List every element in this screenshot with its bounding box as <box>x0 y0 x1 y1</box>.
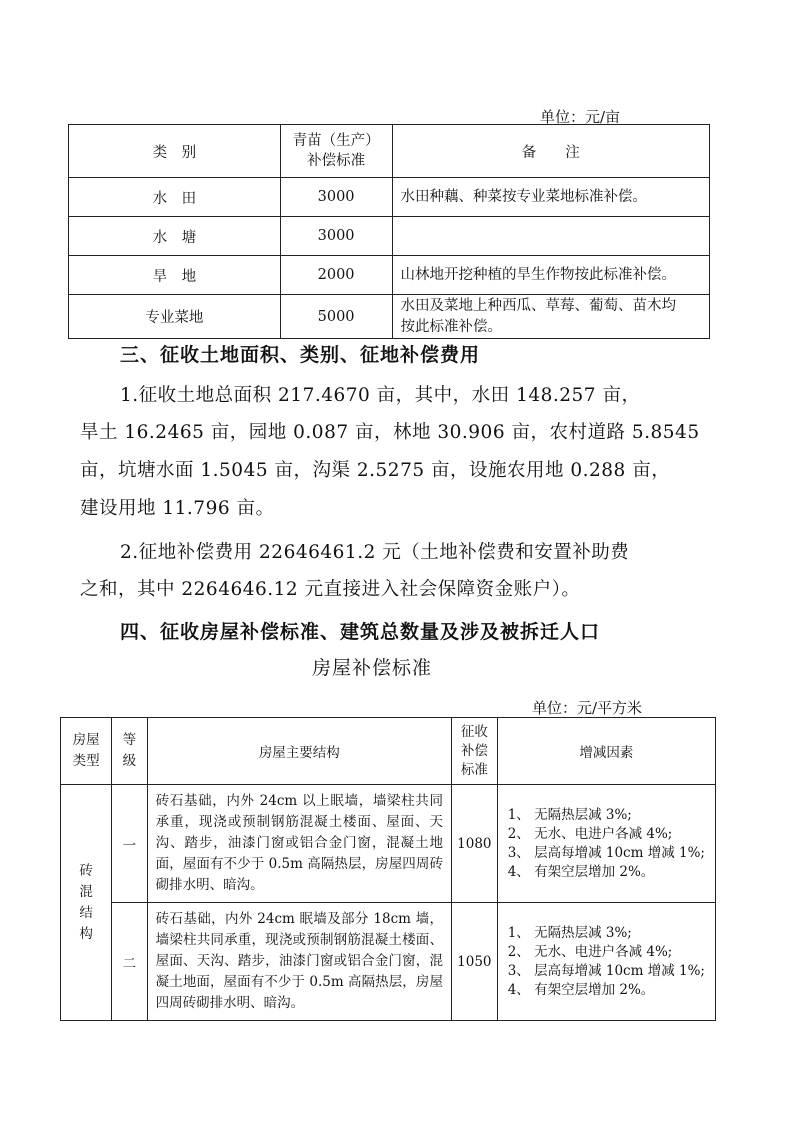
row-factors <box>497 903 715 1021</box>
table1-unit: 单位：元/亩 <box>540 108 621 126</box>
row-standard: 2000 <box>280 256 392 295</box>
section4-subtitle: 房屋补偿标准 <box>312 657 433 679</box>
header-house-type-line2: 类型 <box>72 753 100 769</box>
header-standard-line1: 征收 <box>460 723 488 740</box>
table2-unit: 单位：元/平方米 <box>532 699 643 717</box>
table-header-row <box>61 718 716 785</box>
row-grade: 二 <box>112 903 148 1021</box>
crop-compensation-table <box>68 124 710 339</box>
header-standard-line2: 补偿 <box>460 742 488 759</box>
house-type-char: 构 <box>79 925 93 942</box>
section3-p2-line2: 之和，其中 2264646.12 元直接进入社会保障资金账户）。 <box>80 579 581 600</box>
row-standard: 5000 <box>280 295 392 339</box>
table-row <box>61 785 716 903</box>
section3-p1-line2: 旱土 16.2465 亩，园地 0.087 亩，林地 30.906 亩，农村道路 5.8545 <box>80 422 700 443</box>
factor-item: 2、 无水、电进户各减 4%; <box>507 825 673 842</box>
row-remark: 水田种藕、种菜按专业菜地标准补偿。 <box>392 178 709 217</box>
house-type-cell <box>61 785 112 1021</box>
header-standard-line2: 补偿标准 <box>307 153 366 169</box>
table-row <box>69 217 710 256</box>
header-standard-line3: 标准 <box>460 761 488 778</box>
factor-item: 1、 无隔热层减 3%; <box>507 806 632 823</box>
house-type-char: 混 <box>79 883 93 900</box>
factor-item: 1、 无隔热层减 3%; <box>507 924 632 941</box>
row-category: 旱 地 <box>69 256 281 295</box>
row-grade: 一 <box>112 785 148 903</box>
header-category: 类 别 <box>69 125 281 178</box>
factor-item: 3、 层高每增减 10cm 增减 1%; <box>507 844 705 861</box>
row-factors <box>497 785 715 903</box>
table-header-row <box>69 125 710 178</box>
table-row <box>69 256 710 295</box>
section3-p1-line3: 亩，坑塘水面 1.5045 亩，沟渠 2.5275 亩，设施农用地 0.288 亩， <box>80 460 671 481</box>
section4-heading: 四、征收房屋补偿标准、建筑总数量及涉及被拆迁人口 <box>120 621 601 643</box>
factor-item: 4、 有架空层增加 2%。 <box>507 981 655 998</box>
house-compensation-table <box>60 717 716 1021</box>
row-standard: 3000 <box>280 217 392 256</box>
section3-heading: 三、征收土地面积、类别、征地补偿费用 <box>120 344 481 366</box>
factor-item: 4、 有架空层增加 2%。 <box>507 863 655 880</box>
house-type-char: 砖 <box>79 862 93 879</box>
section3-p1-line1: 1.征收土地总面积 217.4670 亩，其中，水田 148.257 亩， <box>120 385 641 406</box>
factor-item: 2、 无水、电进户各减 4%; <box>507 943 673 960</box>
table-row <box>69 178 710 217</box>
header-standard-line1: 青苗（生产） <box>292 133 380 149</box>
remark-line2: 按此标准补偿。 <box>400 318 503 335</box>
header-structure: 房屋主要结构 <box>147 718 451 785</box>
row-structure: 砖石基础，内外 24cm 以上眠墙，墙梁柱共同承重，现浇或预制钢筋混凝土楼面、屋面、天沟、踏步，油漆门窗或铝合金门窗，混凝土地面，屋面有不少于 0.5m 高隔热层，房屋四周砖砌排水明、暗沟。 <box>147 785 451 903</box>
row-category: 专业菜地 <box>69 295 281 339</box>
house-type-char: 结 <box>79 904 93 921</box>
header-grade <box>112 718 148 785</box>
header-house-type-line1: 房屋 <box>72 732 100 748</box>
remark-line1: 水田及菜地上种西瓜、草莓、葡萄、苗木均 <box>400 297 677 314</box>
row-structure: 砖石基础，内外 24cm 眠墙及部分 18cm 墙，墙梁柱共同承重，现浇或预制钢筋混凝土楼面、屋面、天沟、踏步，油漆门窗或铝合金门窗，混凝土地面，屋面有不少于 0.5m 高隔热层，房屋四周砖砌排水明、暗沟。 <box>147 903 451 1021</box>
header-grade-line1: 等 <box>122 732 137 748</box>
header-house-type <box>61 718 112 785</box>
row-standard: 1050 <box>451 903 497 1021</box>
section3-p1-line4: 建设用地 11.796 亩。 <box>80 498 275 519</box>
row-remark <box>392 217 709 256</box>
row-standard: 1080 <box>451 785 497 903</box>
row-remark <box>392 295 709 339</box>
header-standard <box>280 125 392 178</box>
table-row <box>61 903 716 1021</box>
header-grade-line2: 级 <box>122 753 137 769</box>
header-remark: 备 注 <box>392 125 709 178</box>
row-category: 水 塘 <box>69 217 281 256</box>
header-standard <box>451 718 497 785</box>
table-row <box>69 295 710 339</box>
header-factors: 增减因素 <box>497 718 715 785</box>
row-category: 水 田 <box>69 178 281 217</box>
section3-p2-line1: 2.征地补偿费用 22646461.2 元（土地补偿费和安置补助费 <box>120 542 630 563</box>
factor-item: 3、 层高每增减 10cm 增减 1%; <box>507 962 705 979</box>
row-remark: 山林地开挖种植的旱生作物按此标准补偿。 <box>392 256 709 295</box>
row-standard: 3000 <box>280 178 392 217</box>
